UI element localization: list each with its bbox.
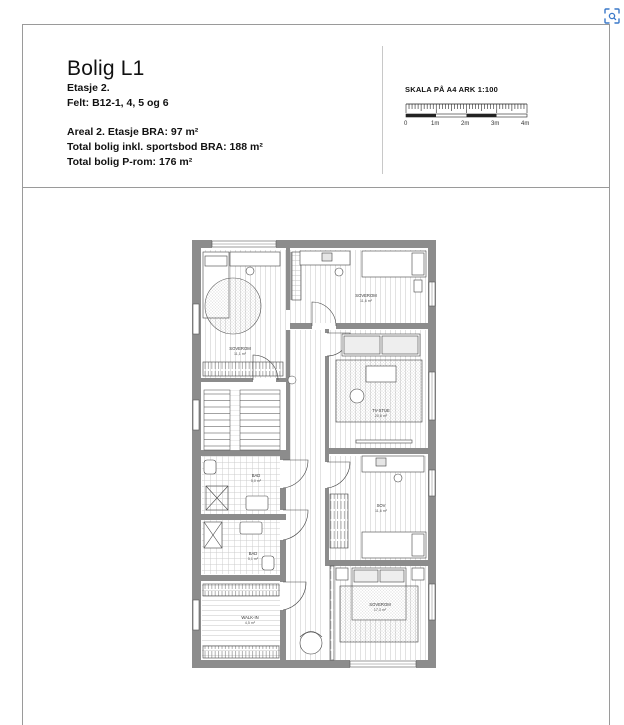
room-soverom-nw-name: SOVEROM [229,346,251,351]
area-total-label: Total bolig inkl. sportsbod BRA: 188 m² [67,141,263,153]
fields-label: Felt: B12-1, 4, 5 og 6 [67,97,169,109]
scale-label-1: 1m [431,121,440,127]
room-sov-area: 11,6 m² [375,509,387,513]
room-bad-2-name: BAD [248,551,258,556]
scale-label-3: 3m [491,121,500,127]
room-walkin-name: WALK-IN [241,615,259,620]
room-tvstue-area: 20,6 m² [374,414,388,418]
staircase [204,376,296,450]
room-tvstue-name: TV-STUE [372,408,390,413]
room-sov-name: SOV [376,503,386,508]
unit-title: Bolig L1 [67,57,145,80]
scale-label-2: 2m [461,121,470,127]
scale-title: SKALA PÅ A4 ARK 1:100 [405,85,498,94]
area-floor-label: Areal 2. Etasje BRA: 97 m² [67,126,199,138]
area-prom-label: Total bolig P-rom: 176 m² [67,156,193,168]
room-bad-1-area: 5,0 m² [250,479,262,483]
room-soverom-n-area: 11,6 m² [360,299,372,303]
room-bad-2-area: 5,1 m² [247,557,259,561]
room-soverom-n-name: SOVEROM [355,293,377,298]
floor-label: Etasje 2. [67,82,110,94]
scale-label-0: 0 [404,121,408,127]
room-walkin-area: 4,5 m² [244,621,256,625]
room-soverom-se-area: 17,3 m² [373,608,387,612]
room-bad-1-name: BAD [251,473,261,478]
room-soverom-se-name: SOVEROM [369,602,391,607]
scale-label-4: 4m [521,121,530,127]
room-soverom-nw-area: 11,1 m² [234,352,246,356]
